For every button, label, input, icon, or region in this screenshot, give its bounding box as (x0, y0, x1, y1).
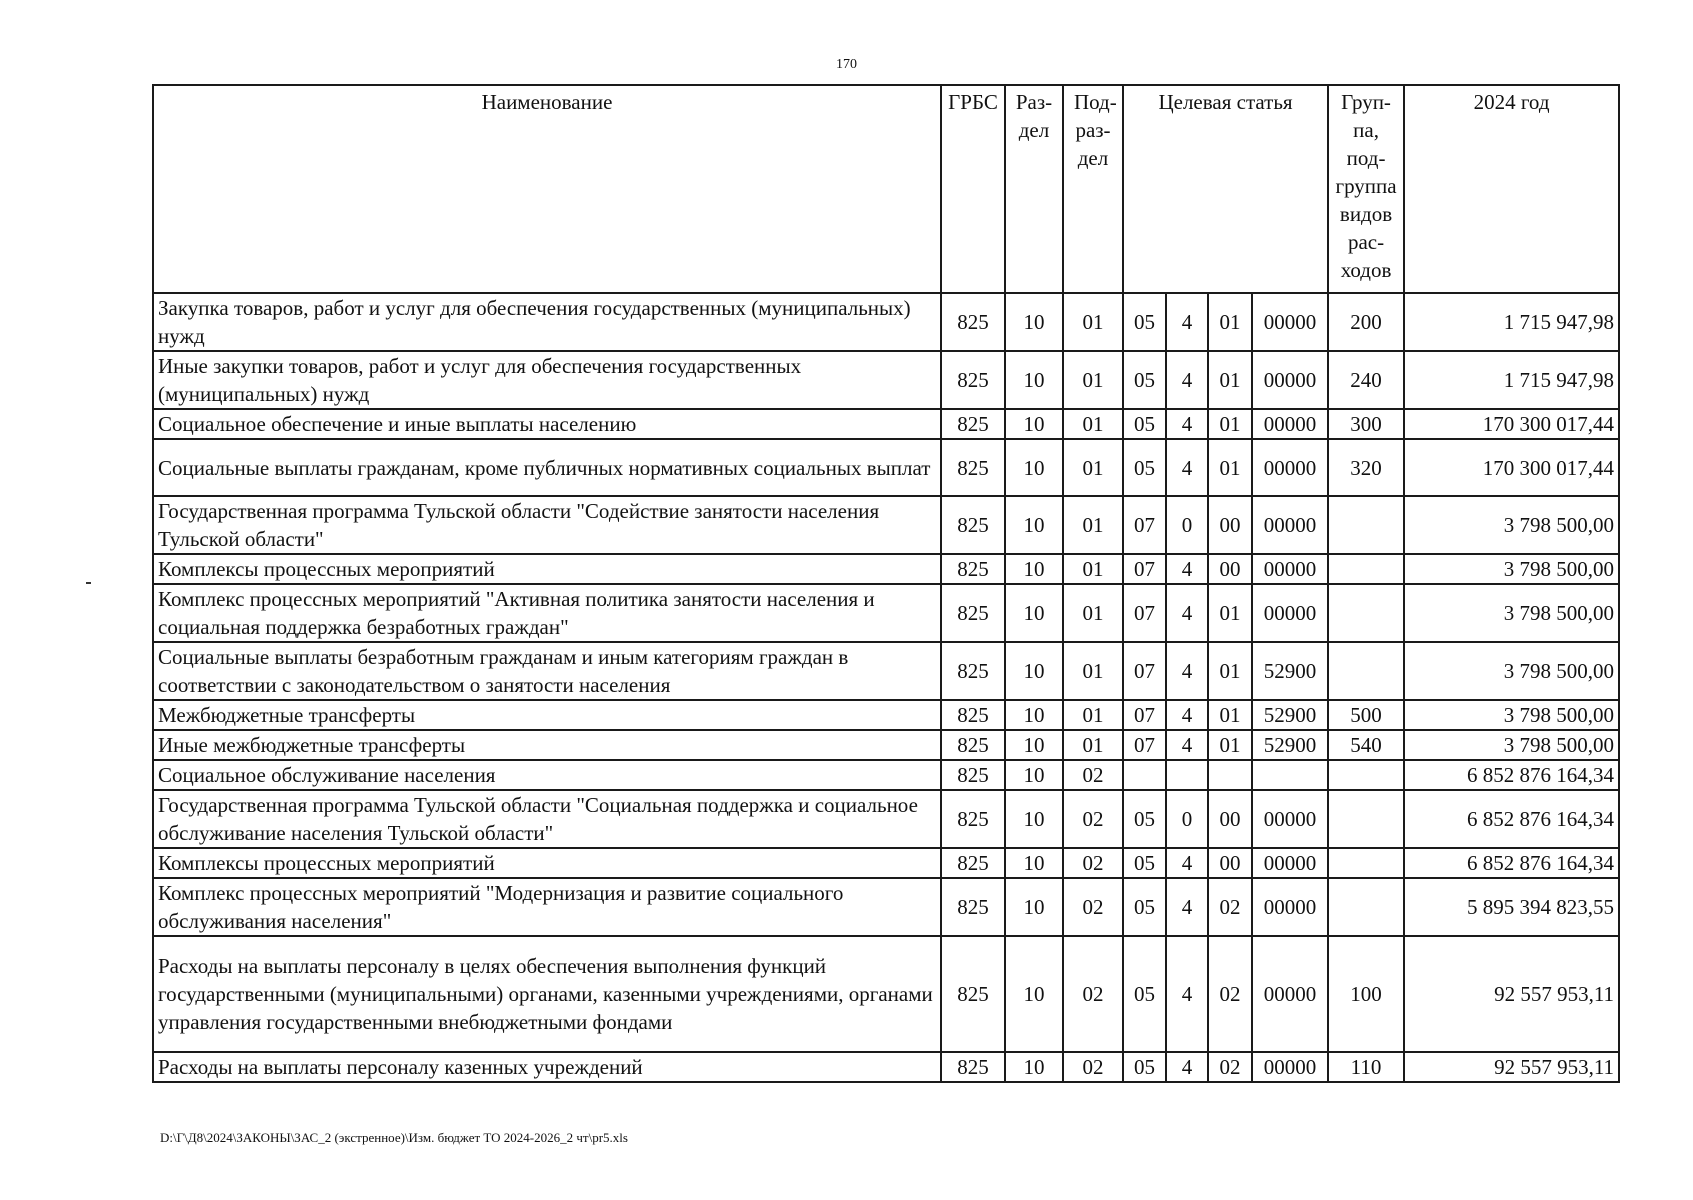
row-expense-group: 320 (1328, 439, 1404, 496)
table-body (153, 293, 1619, 1082)
table-row (153, 760, 1619, 790)
row-target-direction: 00000 (1252, 496, 1328, 554)
row-grbs: 825 (941, 878, 1005, 936)
row-target-program: 07 (1123, 700, 1166, 730)
row-target-subprogram: 00 (1208, 554, 1252, 584)
row-target-subprogram: 01 (1208, 584, 1252, 642)
row-grbs: 825 (941, 700, 1005, 730)
row-razdel: 10 (1005, 790, 1063, 848)
row-target-program: 05 (1123, 878, 1166, 936)
row-target-type: 4 (1166, 584, 1208, 642)
row-target-direction: 52900 (1252, 730, 1328, 760)
row-target-direction: 00000 (1252, 409, 1328, 439)
row-podrazdel: 01 (1063, 700, 1123, 730)
header-grbs: ГРБС (941, 85, 1005, 293)
row-target-program: 05 (1123, 790, 1166, 848)
row-amount: 3 798 500,00 (1404, 584, 1619, 642)
page-number: 170 (836, 57, 857, 72)
row-name: Комплексы процессных мероприятий (153, 848, 941, 878)
row-amount: 170 300 017,44 (1404, 439, 1619, 496)
row-target-direction: 00000 (1252, 1052, 1328, 1082)
margin-mark (86, 582, 91, 584)
row-target-type: 4 (1166, 878, 1208, 936)
row-amount: 92 557 953,11 (1404, 1052, 1619, 1082)
row-target-direction: 00000 (1252, 351, 1328, 409)
row-name: Межбюджетные трансферты (153, 700, 941, 730)
row-target-type: 4 (1166, 554, 1208, 584)
row-razdel: 10 (1005, 730, 1063, 760)
row-podrazdel: 01 (1063, 409, 1123, 439)
header-group-label: Груп-па, под-группа видов рас-ходов (1335, 90, 1397, 282)
row-target-program: 05 (1123, 351, 1166, 409)
row-target-subprogram: 01 (1208, 439, 1252, 496)
row-amount: 170 300 017,44 (1404, 409, 1619, 439)
row-razdel: 10 (1005, 1052, 1063, 1082)
row-razdel: 10 (1005, 848, 1063, 878)
row-razdel: 10 (1005, 936, 1063, 1052)
row-grbs: 825 (941, 351, 1005, 409)
row-name: Закупка товаров, работ и услуг для обеспечения государственных (муниципальных) нужд (153, 293, 941, 351)
row-target-subprogram: 02 (1208, 936, 1252, 1052)
row-amount: 92 557 953,11 (1404, 936, 1619, 1052)
row-expense-group: 110 (1328, 1052, 1404, 1082)
row-target-type: 4 (1166, 730, 1208, 760)
row-podrazdel: 02 (1063, 878, 1123, 936)
row-expense-group: 240 (1328, 351, 1404, 409)
row-expense-group (1328, 878, 1404, 936)
table-header-row (153, 85, 1619, 293)
table-row (153, 554, 1619, 584)
header-podrazdel-label: Под-раз-дел (1074, 90, 1117, 170)
row-razdel: 10 (1005, 409, 1063, 439)
row-podrazdel: 01 (1063, 351, 1123, 409)
row-target-type: 4 (1166, 439, 1208, 496)
row-grbs: 825 (941, 790, 1005, 848)
row-grbs: 825 (941, 936, 1005, 1052)
row-grbs: 825 (941, 584, 1005, 642)
row-amount: 1 715 947,98 (1404, 293, 1619, 351)
row-name: Государственная программа Тульской области "Социальная поддержка и социальное обслуживание населения Тульской области" (153, 790, 941, 848)
row-target-subprogram: 00 (1208, 496, 1252, 554)
row-target-direction: 00000 (1252, 554, 1328, 584)
row-razdel: 10 (1005, 760, 1063, 790)
row-target-program: 07 (1123, 584, 1166, 642)
row-expense-group: 200 (1328, 293, 1404, 351)
row-podrazdel: 01 (1063, 293, 1123, 351)
row-target-direction: 00000 (1252, 439, 1328, 496)
row-grbs: 825 (941, 409, 1005, 439)
row-expense-group (1328, 760, 1404, 790)
row-target-type: 4 (1166, 936, 1208, 1052)
row-target-direction: 00000 (1252, 848, 1328, 878)
row-name: Иные закупки товаров, работ и услуг для обеспечения государственных (муниципальных) нужд (153, 351, 941, 409)
row-target-type: 4 (1166, 293, 1208, 351)
table-row (153, 584, 1619, 642)
row-target-program: 07 (1123, 730, 1166, 760)
row-target-direction: 00000 (1252, 878, 1328, 936)
table-row (153, 936, 1619, 1052)
row-target-subprogram: 01 (1208, 642, 1252, 700)
row-expense-group (1328, 584, 1404, 642)
row-target-subprogram: 01 (1208, 351, 1252, 409)
row-name: Государственная программа Тульской области "Содействие занятости населения Тульской области" (153, 496, 941, 554)
row-podrazdel: 01 (1063, 439, 1123, 496)
row-target-subprogram: 00 (1208, 790, 1252, 848)
table-row (153, 439, 1619, 496)
row-name: Комплексы процессных мероприятий (153, 554, 941, 584)
row-target-program (1123, 760, 1166, 790)
row-grbs: 825 (941, 642, 1005, 700)
row-amount: 3 798 500,00 (1404, 554, 1619, 584)
row-podrazdel: 01 (1063, 584, 1123, 642)
row-podrazdel: 02 (1063, 848, 1123, 878)
row-grbs: 825 (941, 554, 1005, 584)
row-razdel: 10 (1005, 439, 1063, 496)
table-row (153, 848, 1619, 878)
row-name: Социальное обеспечение и иные выплаты населению (153, 409, 941, 439)
row-name: Расходы на выплаты персоналу в целях обеспечения выполнения функций государственными (муниципальными) органами, казенными учреждениями, органами управления государственными внебюджетными фондами (153, 936, 941, 1052)
row-amount: 1 715 947,98 (1404, 351, 1619, 409)
row-amount: 5 895 394 823,55 (1404, 878, 1619, 936)
row-target-program: 05 (1123, 439, 1166, 496)
row-name: Комплекс процессных мероприятий "Модернизация и развитие социального обслуживания населения" (153, 878, 941, 936)
budget-table (152, 84, 1620, 1083)
footer-file-path: D:\Г\Д8\2024\ЗАКОНЫ\ЗАС_2 (экстренное)\Изм. бюджет ТО 2024-2026_2 чт\pr5.xls (160, 1130, 628, 1145)
row-expense-group (1328, 848, 1404, 878)
row-target-program: 07 (1123, 554, 1166, 584)
row-target-subprogram: 02 (1208, 1052, 1252, 1082)
row-amount: 6 852 876 164,34 (1404, 760, 1619, 790)
row-target-direction: 52900 (1252, 642, 1328, 700)
header-group (1328, 85, 1404, 293)
row-razdel: 10 (1005, 351, 1063, 409)
row-target-program: 05 (1123, 848, 1166, 878)
row-name: Комплекс процессных мероприятий "Активная политика занятости населения и социальная поддержка безработных граждан" (153, 584, 941, 642)
row-podrazdel: 02 (1063, 790, 1123, 848)
table-row (153, 700, 1619, 730)
row-target-direction: 52900 (1252, 700, 1328, 730)
row-target-subprogram: 01 (1208, 293, 1252, 351)
row-name: Социальные выплаты безработным гражданам и иным категориям граждан в соответствии с законодательством о занятости населения (153, 642, 941, 700)
row-razdel: 10 (1005, 554, 1063, 584)
row-target-direction (1252, 760, 1328, 790)
row-grbs: 825 (941, 496, 1005, 554)
row-target-program: 07 (1123, 496, 1166, 554)
row-target-program: 05 (1123, 293, 1166, 351)
row-target-direction: 00000 (1252, 936, 1328, 1052)
row-target-direction: 00000 (1252, 584, 1328, 642)
row-amount: 3 798 500,00 (1404, 730, 1619, 760)
row-name: Иные межбюджетные трансферты (153, 730, 941, 760)
row-target-subprogram: 00 (1208, 848, 1252, 878)
row-grbs: 825 (941, 439, 1005, 496)
row-podrazdel: 02 (1063, 760, 1123, 790)
row-amount: 3 798 500,00 (1404, 496, 1619, 554)
row-target-direction: 00000 (1252, 790, 1328, 848)
header-razdel-label: Раз-дел (1015, 90, 1053, 142)
row-grbs: 825 (941, 293, 1005, 351)
row-target-program: 05 (1123, 409, 1166, 439)
row-target-type: 4 (1166, 351, 1208, 409)
row-razdel: 10 (1005, 496, 1063, 554)
row-target-subprogram: 01 (1208, 730, 1252, 760)
row-razdel: 10 (1005, 642, 1063, 700)
row-target-subprogram: 01 (1208, 409, 1252, 439)
row-podrazdel: 01 (1063, 496, 1123, 554)
table-row (153, 351, 1619, 409)
row-name: Расходы на выплаты персоналу казенных учреждений (153, 1052, 941, 1082)
row-target-subprogram: 01 (1208, 700, 1252, 730)
header-podrazdel (1063, 85, 1123, 293)
row-target-type: 4 (1166, 700, 1208, 730)
row-expense-group: 500 (1328, 700, 1404, 730)
row-grbs: 825 (941, 848, 1005, 878)
table-row (153, 293, 1619, 351)
row-expense-group: 300 (1328, 409, 1404, 439)
row-target-program: 05 (1123, 936, 1166, 1052)
row-podrazdel: 02 (1063, 936, 1123, 1052)
row-target-direction: 00000 (1252, 293, 1328, 351)
row-grbs: 825 (941, 730, 1005, 760)
table-row (153, 878, 1619, 936)
table-row (153, 496, 1619, 554)
table-row (153, 642, 1619, 700)
row-name: Социальное обслуживание населения (153, 760, 941, 790)
header-name: Наименование (153, 85, 941, 293)
row-amount: 3 798 500,00 (1404, 700, 1619, 730)
row-podrazdel: 01 (1063, 554, 1123, 584)
row-target-type (1166, 760, 1208, 790)
row-razdel: 10 (1005, 878, 1063, 936)
header-year: 2024 год (1404, 85, 1619, 293)
table-row (153, 409, 1619, 439)
row-expense-group: 100 (1328, 936, 1404, 1052)
row-name: Социальные выплаты гражданам, кроме публичных нормативных социальных выплат (153, 439, 941, 496)
row-target-type: 4 (1166, 1052, 1208, 1082)
header-target-article: Целевая статья (1123, 85, 1328, 293)
row-target-type: 4 (1166, 642, 1208, 700)
table-row (153, 730, 1619, 760)
row-podrazdel: 01 (1063, 730, 1123, 760)
row-expense-group (1328, 790, 1404, 848)
row-target-program: 05 (1123, 1052, 1166, 1082)
row-target-type: 4 (1166, 848, 1208, 878)
row-razdel: 10 (1005, 293, 1063, 351)
row-expense-group (1328, 496, 1404, 554)
row-podrazdel: 02 (1063, 1052, 1123, 1082)
table-row (153, 790, 1619, 848)
row-podrazdel: 01 (1063, 642, 1123, 700)
row-amount: 6 852 876 164,34 (1404, 790, 1619, 848)
table-row (153, 1052, 1619, 1082)
row-amount: 6 852 876 164,34 (1404, 848, 1619, 878)
row-expense-group (1328, 554, 1404, 584)
row-target-subprogram (1208, 760, 1252, 790)
row-grbs: 825 (941, 760, 1005, 790)
row-razdel: 10 (1005, 700, 1063, 730)
row-target-program: 07 (1123, 642, 1166, 700)
row-amount: 3 798 500,00 (1404, 642, 1619, 700)
row-expense-group (1328, 642, 1404, 700)
row-grbs: 825 (941, 1052, 1005, 1082)
row-target-type: 0 (1166, 790, 1208, 848)
row-expense-group: 540 (1328, 730, 1404, 760)
header-razdel (1005, 85, 1063, 293)
row-target-type: 0 (1166, 496, 1208, 554)
row-target-subprogram: 02 (1208, 878, 1252, 936)
row-razdel: 10 (1005, 584, 1063, 642)
row-target-type: 4 (1166, 409, 1208, 439)
